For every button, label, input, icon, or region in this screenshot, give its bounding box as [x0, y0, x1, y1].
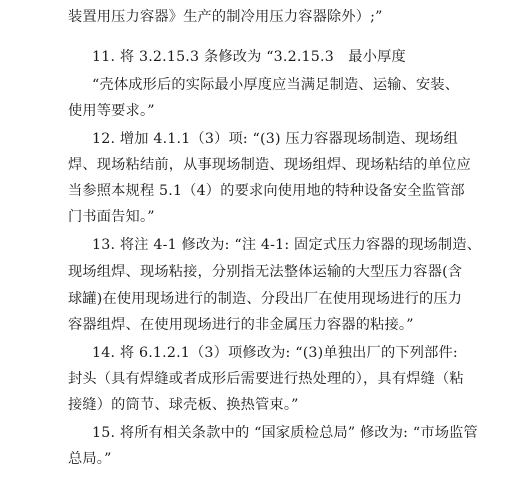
text-line-11: 球罐)在使用现场进行的制造、分段出厂在使用现场进行的压力	[68, 291, 463, 307]
text-line-12: 容器组焊、在使用现场进行的非金属压力容器的粘接。”	[68, 317, 414, 333]
text-line-14: 封头（具有焊缝或者成形后需要进行热处理的），具有焊缝（粘	[68, 371, 464, 387]
text-line-15: 接缝）的筒节、球壳板、换热管束。”	[68, 397, 299, 413]
text-line-1: 装置用压力容器》生产的制冷用压力容器除外）;”	[68, 9, 383, 25]
text-line-10: 现场组焊、现场粘接，分别指无法整体运输的大型压力容器(含	[68, 264, 463, 280]
text-line-9: 13. 将注 4-1 修改为: “注 4-1: 固定式压力容器的现场制造、	[92, 237, 482, 253]
text-line-8: 门书面告知。”	[68, 209, 155, 225]
text-line-17: 总局。”	[68, 451, 112, 467]
text-line-7: 当参照本规程 5.1（4）的要求向使用地的特种设备安全监管部	[68, 183, 465, 199]
text-line-16: 15. 将所有相关条款中的 “国家质检总局” 修改为: “市场监管	[92, 425, 478, 441]
text-line-3: “壳体成形后的实际最小厚度应当满足制造、运输、安装、	[92, 77, 460, 93]
text-line-2: 11. 将 3.2.15.3 条修改为 “3.2.15.3 最小厚度	[92, 49, 406, 65]
text-line-6: 焊、现场粘结前，从事现场制造、现场组焊、现场粘结的单位应	[68, 157, 471, 173]
text-line-13: 14. 将 6.1.2.1（3）项修改为: “(3)单独出厂的下列部件:	[92, 345, 458, 361]
text-line-5: 12. 增加 4.1.1（3）项: “(3) 压力容器现场制造、现场组	[92, 131, 459, 147]
text-line-4: 使用等要求。”	[68, 103, 155, 119]
